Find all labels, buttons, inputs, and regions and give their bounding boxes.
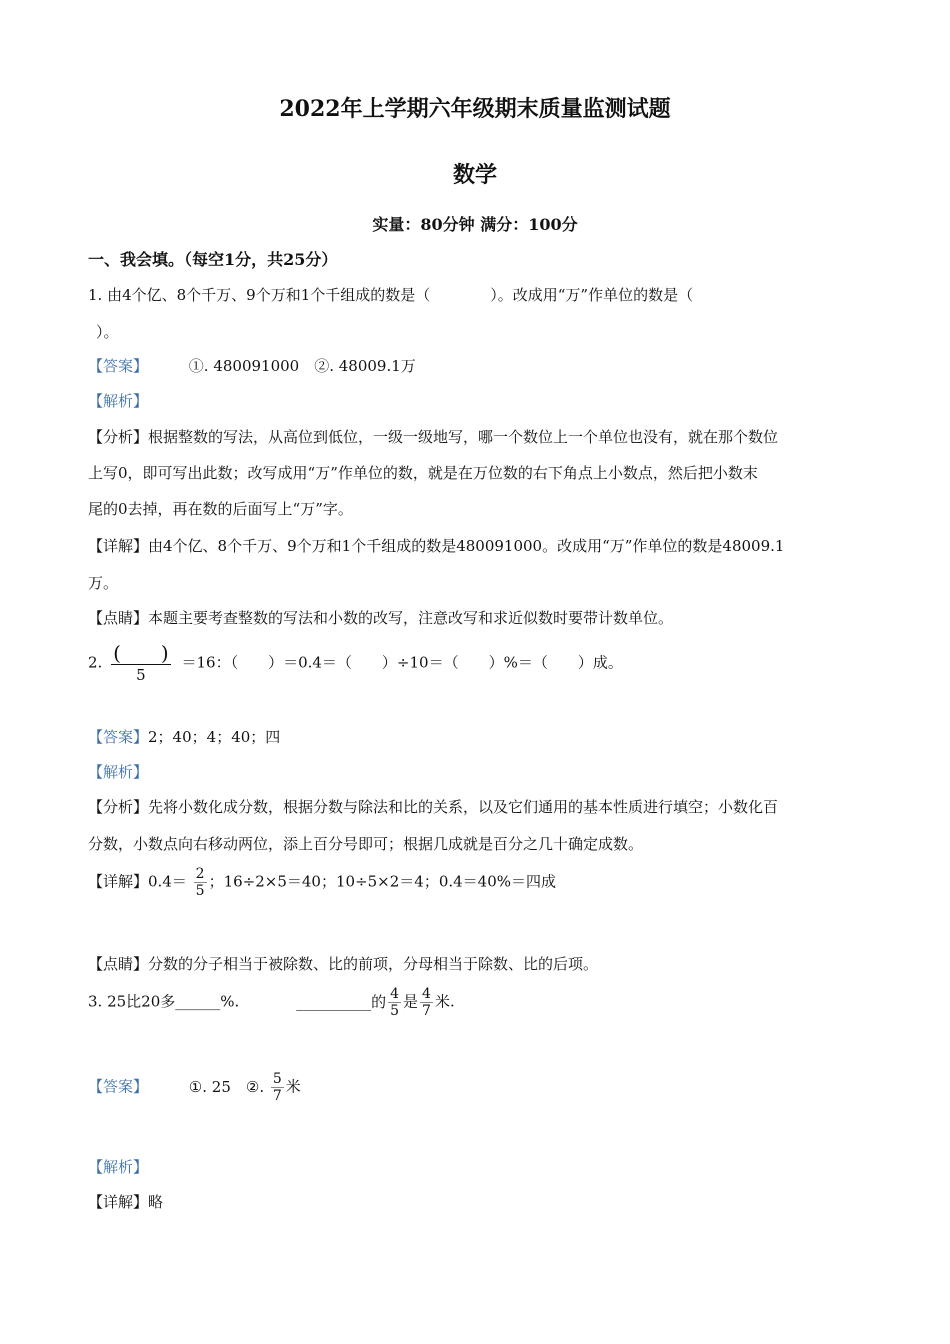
q2-stem	[88, 642, 623, 685]
q3-fraction-1	[388, 986, 401, 1019]
q1-fenxi-line3: 尾的0去掉，再在数的后面写上“万”字。	[88, 500, 353, 518]
q3-stem	[88, 986, 455, 1019]
fenxi-tag: 【分析】	[88, 798, 149, 816]
page-title: 2022年上学期六年级期末质量监测试题	[279, 96, 671, 122]
q2-analysis-tag: 【解析】	[88, 763, 149, 781]
q2-xiangjie-fraction	[194, 866, 207, 899]
q1-fenxi-text1: 根据整数的写法，从高位到低位，一级一级地写，哪一个数位上一个单位也没有，就在那个数位	[148, 428, 779, 446]
q3-mid: 是	[403, 992, 419, 1011]
q3-answer-fraction	[271, 1071, 284, 1104]
q2-fenxi-line2: 分数，小数点向右移动两位，添上百分号即可；根据几成就是百分之几十确定成数。	[88, 835, 644, 853]
q1-xiangjie-line2: 万。	[88, 574, 119, 592]
frac-numerator: 2	[195, 866, 205, 882]
q3-answer-unit: 米	[285, 1077, 301, 1096]
q1-dianjing-text: 本题主要考查整数的写法和小数的改写，注意改写和求近似数时要带计数单位。	[148, 609, 674, 627]
answer-tag: 【答案】	[88, 728, 149, 746]
q2-answer	[88, 727, 280, 747]
q2-fraction	[111, 642, 171, 685]
frac-denominator: 7	[272, 1088, 282, 1104]
q3-part2: __________的	[296, 992, 387, 1011]
xiangjie-tag: 【详解】	[88, 1193, 149, 1211]
subject-title: 数学	[452, 162, 497, 188]
q3-unit: 米.	[434, 992, 455, 1011]
frac-denominator: 7	[422, 1003, 431, 1019]
q3-xiangjie-text: 略	[148, 1193, 164, 1211]
xiangjie-tag: 【详解】	[88, 872, 149, 891]
q2-xiangjie	[88, 866, 556, 899]
q3-answer-pre: ①. 25 ②.	[188, 1077, 265, 1096]
q1-dianjing	[88, 608, 673, 628]
q2-dianjing	[88, 954, 598, 974]
q1-xiangjie-text1: 由4个亿、8个千万、9个万和1个千组成的数是480091000。改成用“万”作单位的数是48009.1	[148, 537, 785, 555]
q2-frac-denominator: 5	[136, 666, 146, 684]
q1-answer	[88, 356, 416, 376]
q2-dianjing-text: 分数的分子相当于被除数、比的前项，分母相当于除数、比的后项。	[148, 955, 599, 973]
dianjing-tag: 【点睛】	[88, 955, 149, 973]
q1-stem-line1: 1. 由4个亿、8个千万、9个万和1个千组成的数是（ ）。改成用“万”作单位的数是（	[88, 286, 694, 304]
q1-fenxi-line1	[88, 427, 778, 447]
q1-xiangjie-line1	[88, 536, 784, 556]
dianjing-tag: 【点睛】	[88, 609, 149, 627]
frac-denominator: 5	[195, 883, 205, 899]
q2-stem-rest: ＝16：（ ）＝0.4＝（ ）÷10＝（ ）%＝（ ）成。	[181, 653, 623, 672]
exam-meta: 实量：80分钟 满分：100分	[372, 215, 578, 234]
frac-numerator: 4	[422, 986, 431, 1002]
answer-tag: 【答案】	[88, 1077, 149, 1096]
frac-numerator: 4	[390, 986, 399, 1002]
q1-answer-text: ①. 480091000 ②. 48009.1万	[188, 357, 416, 375]
q3-analysis-tag: 【解析】	[88, 1158, 149, 1176]
frac-numerator: 5	[272, 1071, 282, 1087]
q3-xiangjie	[88, 1192, 163, 1212]
q2-fenxi-text1: 先将小数化成分数，根据分数与除法和比的关系，以及它们通用的基本性质进行填空；小数化百	[148, 798, 779, 816]
q1-analysis-tag: 【解析】	[88, 392, 149, 410]
q2-number: 2.	[88, 653, 103, 672]
q2-xiangjie-post: ；16÷2×5＝40；10÷5×2＝4；0.4＝40%＝四成	[208, 872, 557, 891]
answer-tag: 【答案】	[88, 357, 149, 375]
q2-xiangjie-pre: 0.4＝	[148, 872, 187, 891]
fenxi-tag: 【分析】	[88, 428, 149, 446]
frac-denominator: 5	[390, 1003, 399, 1019]
q2-answer-text: 2；40；4；40；四	[148, 728, 281, 746]
q2-frac-numerator: ( )	[113, 641, 169, 665]
q1-fenxi-line2: 上写0，即可写出此数；改写成用“万”作单位的数，就是在万位数的右下角点上小数点，然后把小数末	[88, 464, 758, 482]
xiangjie-tag: 【详解】	[88, 537, 149, 555]
q3-fraction-2	[420, 986, 433, 1019]
q3-part1: 3. 25比20多______%.	[88, 992, 240, 1011]
q3-answer	[88, 1071, 301, 1104]
q2-fenxi-line1	[88, 797, 778, 817]
q1-stem-line2: ）。	[96, 323, 119, 341]
section-title: 一、我会填。（每空1分，共25分）	[88, 250, 338, 269]
